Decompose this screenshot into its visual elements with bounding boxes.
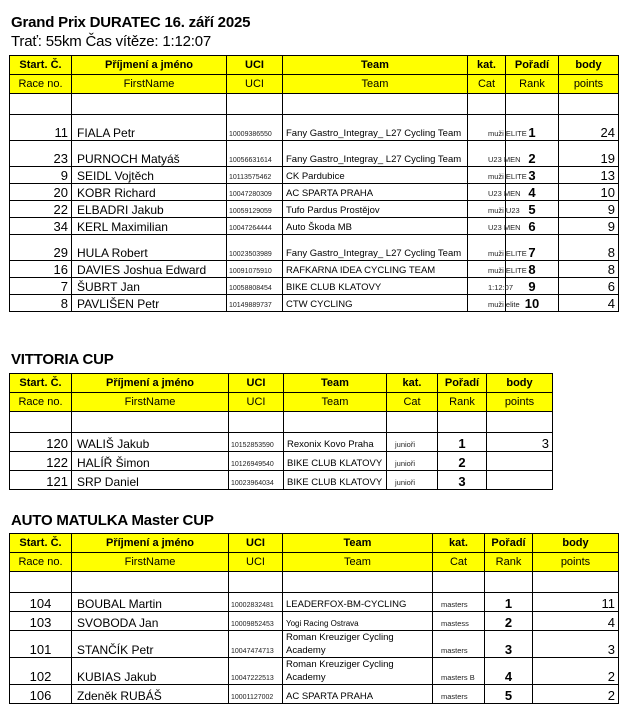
rider-name: Zdeněk RUBÁŠ <box>72 685 229 704</box>
points: 4 <box>533 612 619 631</box>
uci-id: 10047264444 <box>227 218 283 235</box>
header-row-cz <box>10 56 619 75</box>
result-row <box>10 261 619 278</box>
header-uci-cz: UCI <box>229 534 283 553</box>
rank: 2 <box>485 612 533 631</box>
header-start-no-en: Race no. <box>10 75 72 94</box>
header-start-no-cz: Start. Č. <box>10 374 72 393</box>
rank: 4 <box>485 658 533 685</box>
points: 3 <box>487 433 553 452</box>
result-row <box>10 593 619 612</box>
category: masters <box>433 631 485 658</box>
rider-name: HALÍŘ Šimon <box>72 452 229 471</box>
rider-name: BOUBAL Martin <box>72 593 229 612</box>
race-no: 122 <box>10 452 72 471</box>
rank: 1 <box>438 433 487 452</box>
header-start-no-cz: Start. Č. <box>10 534 72 553</box>
header-uci-cz: UCI <box>229 374 284 393</box>
uci-id: 10047280309 <box>227 184 283 201</box>
header-team-cz: Team <box>283 534 433 553</box>
header-name-en: FirstName <box>72 75 227 94</box>
points: 19 <box>559 141 619 167</box>
header-name-cz: Příjmení a jméno <box>72 534 229 553</box>
result-row <box>10 141 619 167</box>
result-row <box>10 115 619 141</box>
race-no: 29 <box>10 235 72 261</box>
category: mastess <box>433 612 485 631</box>
header-team-cz: Team <box>284 374 387 393</box>
race-no: 106 <box>10 685 72 704</box>
team: LEADERFOX-BM-CYCLING <box>283 593 433 612</box>
category: muži ELITE <box>468 235 506 261</box>
rank: 1 <box>506 115 559 141</box>
team: Auto Škoda MB <box>283 218 468 235</box>
header-category-cz: kat. <box>387 374 438 393</box>
rank: 2 <box>438 452 487 471</box>
result-row <box>10 631 619 658</box>
category: masters B <box>433 658 485 685</box>
header-name-en: FirstName <box>72 553 229 572</box>
header-uci-en: UCI <box>229 393 284 412</box>
result-row <box>10 433 553 452</box>
header-start-no-cz: Start. Č. <box>10 56 72 75</box>
header-points-en: points <box>559 75 619 94</box>
team: Fany Gastro_Integray_ L27 Cycling Team <box>283 141 468 167</box>
race-no: 9 <box>10 167 72 184</box>
team: AC SPARTA PRAHA <box>283 184 468 201</box>
race-no: 102 <box>10 658 72 685</box>
rider-name: STANČÍK Petr <box>72 631 229 658</box>
uci-id: 10023503989 <box>227 235 283 261</box>
rider-name: SEIDL Vojtěch <box>72 167 227 184</box>
header-rank-en: Rank <box>438 393 487 412</box>
header-uci-cz: UCI <box>227 56 283 75</box>
spacer-row <box>10 412 553 433</box>
header-points-cz: body <box>487 374 553 393</box>
team: CTW CYCLING <box>283 295 468 312</box>
uci-id: 10113575462 <box>227 167 283 184</box>
header-row-en <box>10 393 553 412</box>
uci-id: 10152853590 <box>229 433 284 452</box>
uci-id: 10149889737 <box>227 295 283 312</box>
rank: 9 <box>506 278 559 295</box>
header-row-cz <box>10 534 619 553</box>
points: 2 <box>533 685 619 704</box>
race-no: 7 <box>10 278 72 295</box>
uci-id: 10009852453 <box>229 612 283 631</box>
rank: 7 <box>506 235 559 261</box>
points: 4 <box>559 295 619 312</box>
race-no: 8 <box>10 295 72 312</box>
team: BIKE CLUB KLATOVY <box>284 452 387 471</box>
header-team-en: Team <box>283 553 433 572</box>
race-no: 20 <box>10 184 72 201</box>
empty-cell <box>10 94 72 115</box>
header-team-en: Team <box>284 393 387 412</box>
team: BIKE CLUB KLATOVY <box>284 471 387 490</box>
empty-cell <box>283 94 468 115</box>
race2-title: VITTORIA CUP <box>11 351 114 368</box>
points <box>487 471 553 490</box>
team: Fany Gastro_Integray_ L27 Cycling Team <box>283 235 468 261</box>
race-no: 16 <box>10 261 72 278</box>
empty-cell <box>72 572 229 593</box>
empty-cell <box>433 572 485 593</box>
race-no: 120 <box>10 433 72 452</box>
empty-cell <box>438 412 487 433</box>
header-category-en: Cat <box>468 75 506 94</box>
race2-results-table <box>9 373 553 490</box>
category: U23 MEN <box>468 141 506 167</box>
rider-name: WALIŠ Jakub <box>72 433 229 452</box>
points: 24 <box>559 115 619 141</box>
header-start-no-en: Race no. <box>10 393 72 412</box>
category: U23 MEN <box>468 218 506 235</box>
result-row <box>10 471 553 490</box>
category: junioři <box>387 471 438 490</box>
race-no: 34 <box>10 218 72 235</box>
result-row <box>10 167 619 184</box>
header-rank-cz: Pořadí <box>438 374 487 393</box>
category: junioři <box>387 433 438 452</box>
category: U23 MEN <box>468 184 506 201</box>
points: 8 <box>559 235 619 261</box>
team: RAFKARNA IDEA CYCLING TEAM <box>283 261 468 278</box>
team: AC SPARTA PRAHA <box>283 685 433 704</box>
uci-id: 10009386550 <box>227 115 283 141</box>
race-no: 103 <box>10 612 72 631</box>
race-no: 22 <box>10 201 72 218</box>
empty-cell <box>10 412 72 433</box>
header-category-en: Cat <box>433 553 485 572</box>
uci-id: 10047222513 <box>229 658 283 685</box>
empty-cell <box>506 94 559 115</box>
uci-id: 10047474713 <box>229 631 283 658</box>
team: Tufo Pardus Prostějov <box>283 201 468 218</box>
header-team-en: Team <box>283 75 468 94</box>
empty-cell <box>72 94 227 115</box>
rank: 10 <box>506 295 559 312</box>
header-points-en: points <box>487 393 553 412</box>
category: 1:12:07 <box>468 278 506 295</box>
rider-name: PURNOCH Matyáš <box>72 141 227 167</box>
rider-name: KOBR Richard <box>72 184 227 201</box>
header-rank-en: Rank <box>485 553 533 572</box>
result-row <box>10 235 619 261</box>
result-row <box>10 218 619 235</box>
header-points-cz: body <box>533 534 619 553</box>
points: 10 <box>559 184 619 201</box>
rider-name: HULA Robert <box>72 235 227 261</box>
rank: 8 <box>506 261 559 278</box>
empty-cell <box>283 572 433 593</box>
points: 9 <box>559 201 619 218</box>
result-row <box>10 278 619 295</box>
empty-cell <box>487 412 553 433</box>
empty-cell <box>72 412 229 433</box>
team: Fany Gastro_Integray_ L27 Cycling Team <box>283 115 468 141</box>
points: 2 <box>533 658 619 685</box>
uci-id: 10091075910 <box>227 261 283 278</box>
header-rank-cz: Pořadí <box>506 56 559 75</box>
rank: 4 <box>506 184 559 201</box>
rider-name: FIALA Petr <box>72 115 227 141</box>
result-row <box>10 184 619 201</box>
header-points-cz: body <box>559 56 619 75</box>
race-no: 23 <box>10 141 72 167</box>
points: 9 <box>559 218 619 235</box>
result-row <box>10 685 619 704</box>
empty-cell <box>229 572 283 593</box>
header-start-no-en: Race no. <box>10 553 72 572</box>
race-no: 11 <box>10 115 72 141</box>
race3-results-table <box>9 533 619 704</box>
uci-id: 10001127002 <box>229 685 283 704</box>
header-row-en <box>10 75 619 94</box>
rider-name: ŠUBRT Jan <box>72 278 227 295</box>
result-row <box>10 612 619 631</box>
points: 8 <box>559 261 619 278</box>
header-category-cz: kat. <box>433 534 485 553</box>
empty-cell <box>229 412 284 433</box>
rider-name: PAVLIŠEN Petr <box>72 295 227 312</box>
spacer-row <box>10 572 619 593</box>
race3-title: AUTO MATULKA Master CUP <box>11 512 214 529</box>
rank: 2 <box>506 141 559 167</box>
uci-id: 10126949540 <box>229 452 284 471</box>
result-row <box>10 201 619 218</box>
spacer-row <box>10 94 619 115</box>
result-row <box>10 295 619 312</box>
team: Rexonix Kovo Praha <box>284 433 387 452</box>
uci-id: 10023964034 <box>229 471 284 490</box>
team: Roman Kreuziger Cycling Academy <box>283 658 433 685</box>
rank: 5 <box>506 201 559 218</box>
team: CK Pardubice <box>283 167 468 184</box>
header-points-en: points <box>533 553 619 572</box>
header-name-cz: Příjmení a jméno <box>72 56 227 75</box>
category: muži elite <box>468 295 506 312</box>
header-name-en: FirstName <box>72 393 229 412</box>
header-rank-cz: Pořadí <box>485 534 533 553</box>
team: Yogi Racing Ostrava <box>283 612 433 631</box>
rider-name: KERL Maximilian <box>72 218 227 235</box>
uci-id: 10059129059 <box>227 201 283 218</box>
header-row-en <box>10 553 619 572</box>
result-row <box>10 658 619 685</box>
race1-title: Grand Prix DURATEC 16. září 2025 <box>11 14 251 31</box>
category: masters <box>433 685 485 704</box>
empty-cell <box>10 572 72 593</box>
category: masters <box>433 593 485 612</box>
race-no: 121 <box>10 471 72 490</box>
category: muži ELITE <box>468 167 506 184</box>
points <box>487 452 553 471</box>
rider-name: SRP Daniel <box>72 471 229 490</box>
header-uci-en: UCI <box>229 553 283 572</box>
header-row-cz <box>10 374 553 393</box>
points: 13 <box>559 167 619 184</box>
category: junioři <box>387 452 438 471</box>
header-category-en: Cat <box>387 393 438 412</box>
empty-cell <box>485 572 533 593</box>
header-name-cz: Příjmení a jméno <box>72 374 229 393</box>
header-uci-en: UCI <box>227 75 283 94</box>
uci-id: 10002832481 <box>229 593 283 612</box>
empty-cell <box>533 572 619 593</box>
rank: 6 <box>506 218 559 235</box>
category: muži ELITE <box>468 115 506 141</box>
points: 11 <box>533 593 619 612</box>
rider-name: ELBADRI Jakub <box>72 201 227 218</box>
empty-cell <box>468 94 506 115</box>
uci-id: 10056631614 <box>227 141 283 167</box>
race-no: 101 <box>10 631 72 658</box>
rank: 1 <box>485 593 533 612</box>
empty-cell <box>559 94 619 115</box>
category: muži ELITE <box>468 261 506 278</box>
rank: 3 <box>485 631 533 658</box>
empty-cell <box>387 412 438 433</box>
rider-name: KUBIAS Jakub <box>72 658 229 685</box>
team: Roman Kreuziger Cycling Academy <box>283 631 433 658</box>
race-no: 104 <box>10 593 72 612</box>
uci-id: 10058808454 <box>227 278 283 295</box>
rider-name: SVOBODA Jan <box>72 612 229 631</box>
race1-results-table <box>9 55 619 312</box>
rank: 3 <box>438 471 487 490</box>
header-rank-en: Rank <box>506 75 559 94</box>
rank: 3 <box>506 167 559 184</box>
points: 3 <box>533 631 619 658</box>
rank: 5 <box>485 685 533 704</box>
header-team-cz: Team <box>283 56 468 75</box>
team: BIKE CLUB KLATOVY <box>283 278 468 295</box>
empty-cell <box>284 412 387 433</box>
race1-subtitle: Trať: 55km Čas vítěze: 1:12:07 <box>11 33 211 50</box>
points: 6 <box>559 278 619 295</box>
category: muži U23 <box>468 201 506 218</box>
result-row <box>10 452 553 471</box>
empty-cell <box>227 94 283 115</box>
header-category-cz: kat. <box>468 56 506 75</box>
rider-name: DAVIES Joshua Edward <box>72 261 227 278</box>
